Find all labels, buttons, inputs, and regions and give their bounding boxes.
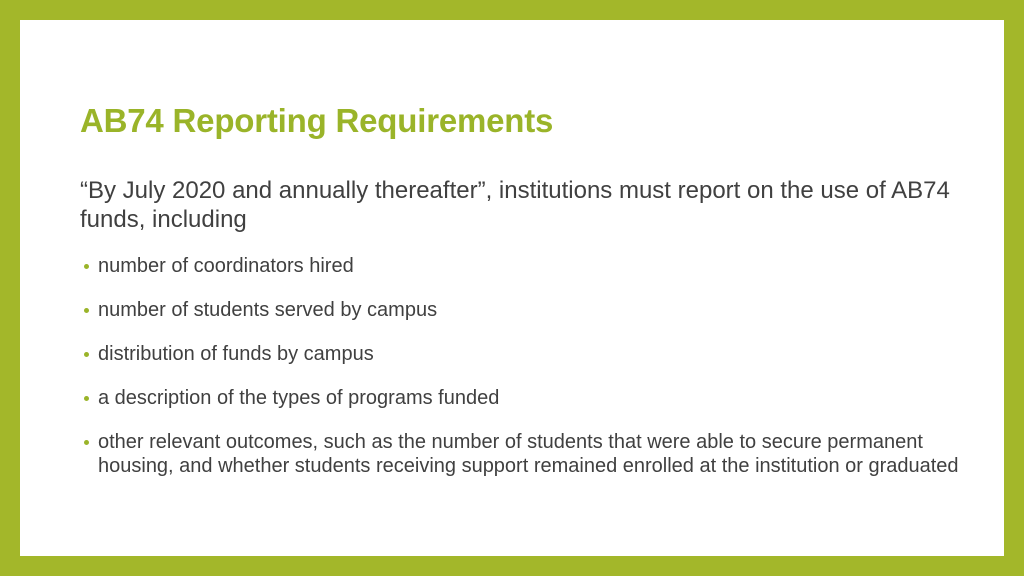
bullet-dot-icon	[84, 440, 89, 445]
bullet-list	[84, 254, 964, 498]
intro-paragraph: “By July 2020 and annually thereafter”, institutions must report on the use of AB74 funds, including	[80, 177, 950, 233]
bullet-dot-icon	[84, 352, 89, 357]
slide-content	[20, 20, 1004, 556]
bullet-dot-icon	[84, 396, 89, 401]
bullet-dot-icon	[84, 264, 89, 269]
slide-title: AB74 Reporting Requirements	[80, 102, 554, 139]
bullet-item	[84, 298, 964, 322]
bullet-item	[84, 386, 964, 410]
bullet-text: other relevant outcomes, such as the number of students that were able to secure permanent housing, and whether students receiving support remained enrolled at the institution or graduated	[98, 431, 959, 477]
bullet-item	[84, 342, 964, 366]
bullet-text: distribution of funds by campus	[98, 343, 374, 365]
bullet-item	[84, 430, 964, 478]
bullet-dot-icon	[84, 308, 89, 313]
bullet-text: number of coordinators hired	[98, 255, 354, 277]
bullet-text: a description of the types of programs funded	[98, 387, 500, 409]
bullet-item	[84, 254, 964, 278]
bullet-text: number of students served by campus	[98, 299, 438, 321]
